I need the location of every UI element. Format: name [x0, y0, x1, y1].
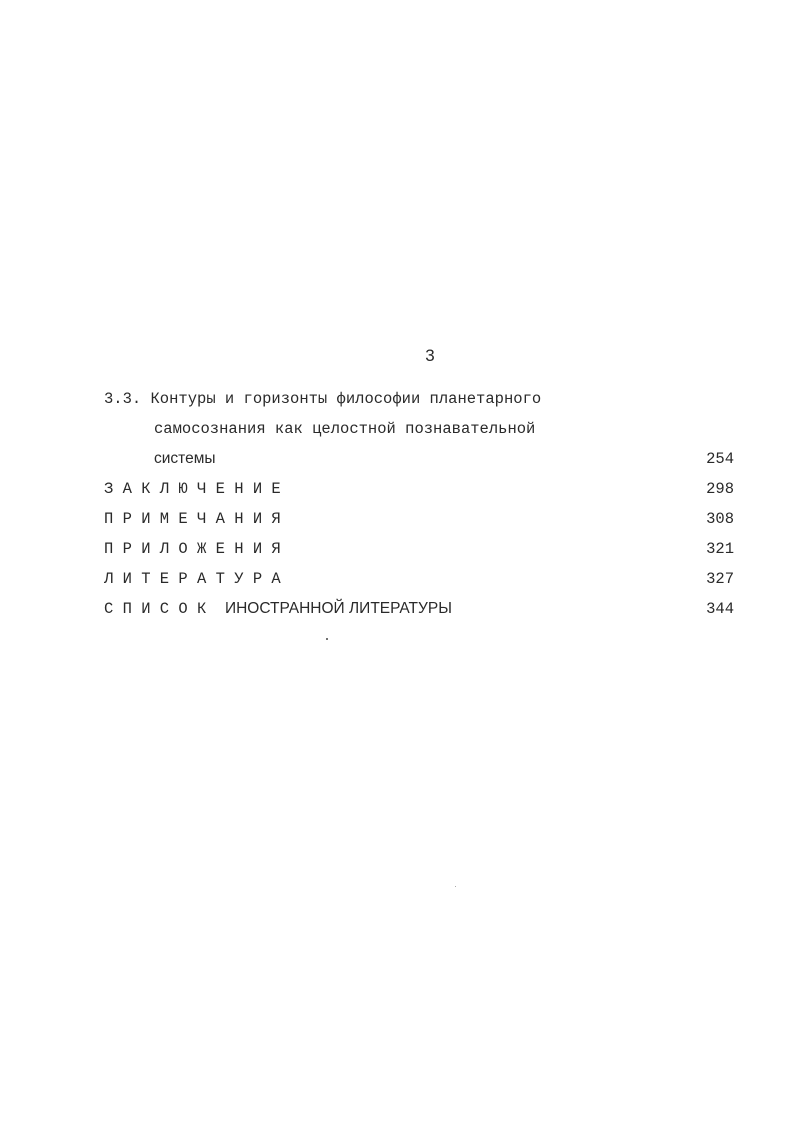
- toc-entry-title: самосознания как целостной познавательной: [154, 420, 536, 438]
- toc-entry-conclusion: [104, 474, 734, 504]
- toc-entry-notes: [104, 504, 734, 534]
- toc-entry-title-spaced: С П И С О К: [104, 600, 207, 618]
- toc-entry-page: 321: [706, 540, 734, 558]
- toc-entry-title: П Р И Л О Ж Е Н И Я: [104, 540, 281, 558]
- page-number: 3: [425, 346, 435, 365]
- toc-entry-title-rest: ИНОСТРАННОЙ ЛИТЕРАТУРЫ: [224, 600, 452, 617]
- toc-entry-title: Л И Т Е Р А Т У Р А: [104, 570, 281, 588]
- scan-speck: [455, 886, 456, 887]
- toc-entry-page: 254: [706, 450, 734, 468]
- toc-entry-page: 327: [706, 570, 734, 588]
- toc-entry-page: 298: [706, 480, 734, 498]
- scan-speck: [326, 638, 328, 640]
- toc-entry-title: З А К Л Ю Ч Е Н И Е: [104, 480, 281, 498]
- toc-entry-page: 344: [706, 600, 734, 618]
- toc-entry-page: 308: [706, 510, 734, 528]
- toc-entry-foreign-literature: [104, 594, 734, 624]
- toc-entry-appendices: [104, 534, 734, 564]
- toc-entry-3-3-line2: [104, 414, 734, 444]
- toc-entry-title: системы: [154, 450, 216, 467]
- toc-entry-title: 3.3. Контуры и горизонты философии планетарного: [104, 390, 542, 408]
- toc-entry-literature: [104, 564, 734, 594]
- toc-entry-3-3-line3: [104, 444, 734, 474]
- toc-entry-title: [104, 594, 452, 624]
- table-of-contents: [104, 384, 734, 624]
- toc-entry-3-3-line1: [104, 384, 734, 414]
- toc-entry-title: П Р И М Е Ч А Н И Я: [104, 510, 281, 528]
